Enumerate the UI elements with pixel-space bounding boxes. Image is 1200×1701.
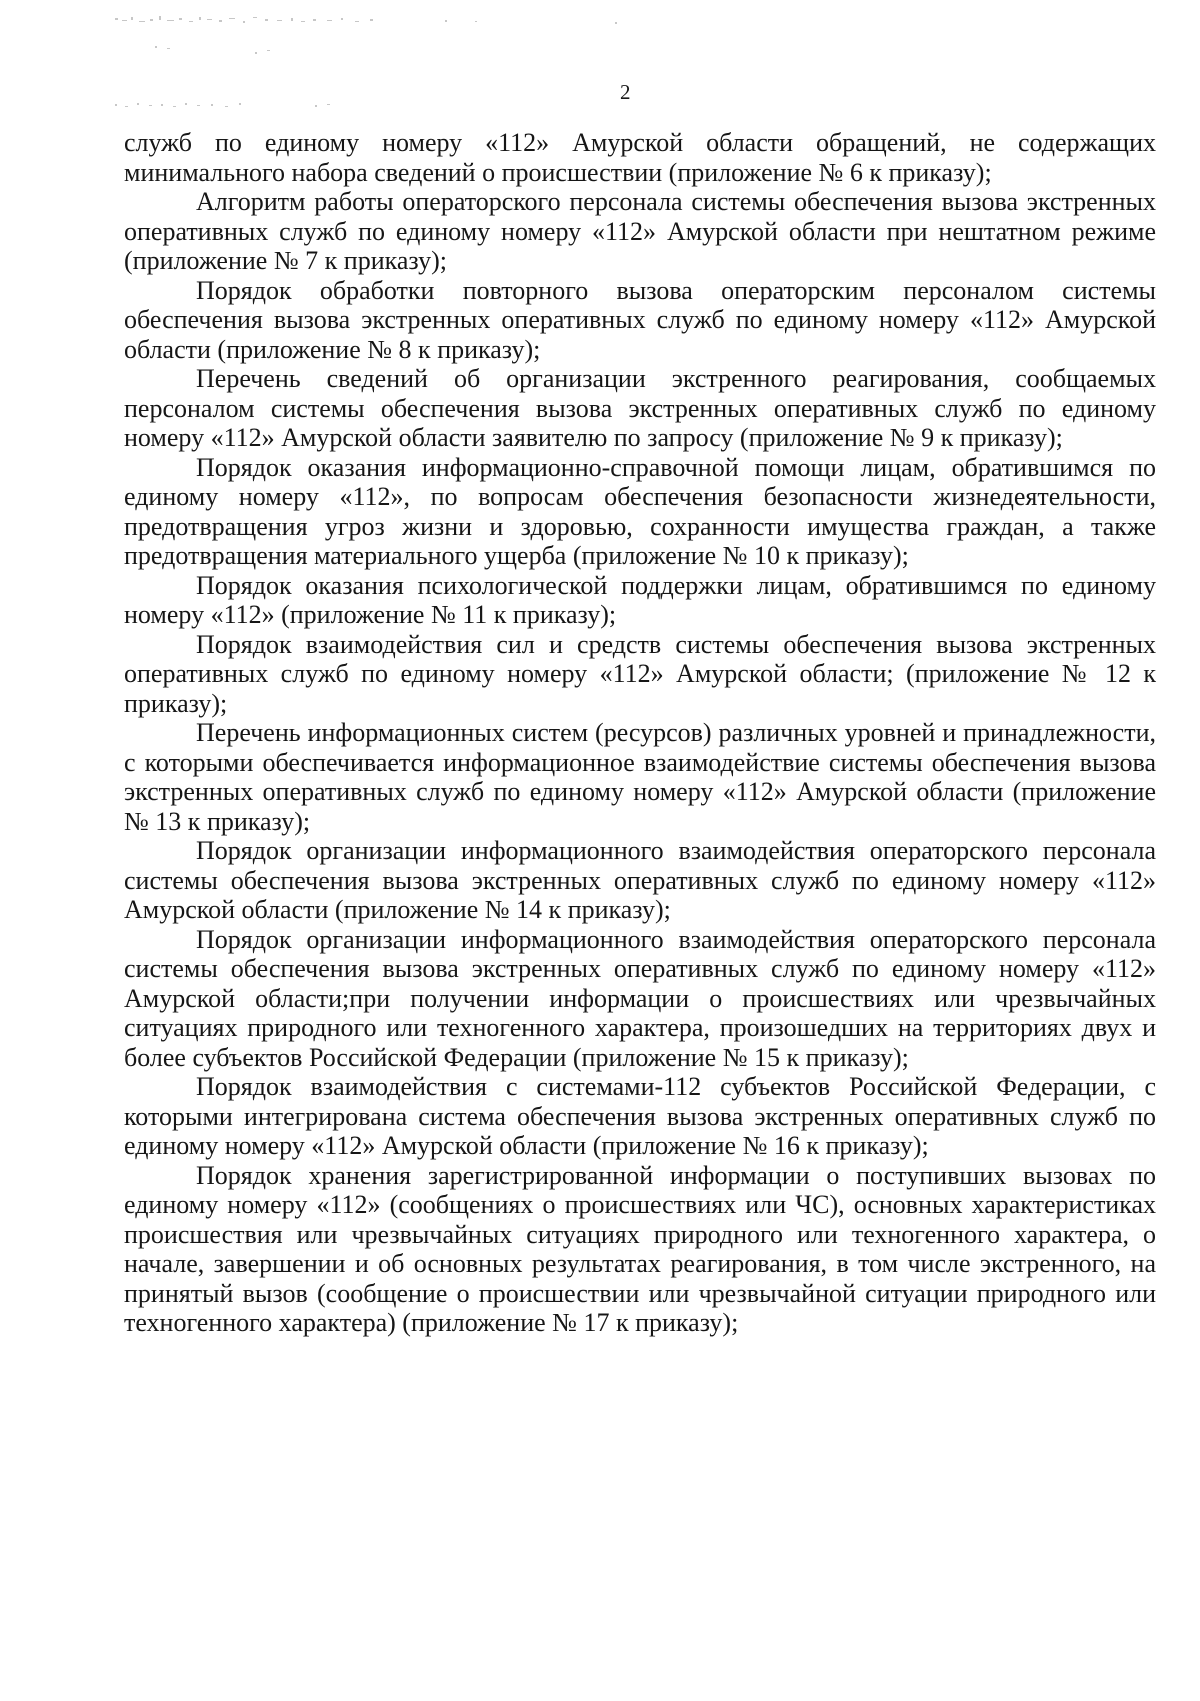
paragraph: Порядок обработки повторного вызова операторским персоналом системы обеспечения вызова экстренных оперативных служб по единому номеру «112» Амурской области (приложение № 8 к приказу); [124,275,1156,364]
paragraph: Порядок взаимодействия сил и средств системы обеспечения вызова экстренных оперативных служб по единому номеру «112» Амурской области; (приложение № 12 к приказу); [124,629,1156,718]
page-number: 2 [620,80,631,104]
paragraph: Перечень сведений об организации экстренного реагирования, сообщаемых персоналом системы обеспечения вызова экстренных оперативных служб по единому номеру «112» Амурской области заявителю по запросу (приложение № 9 к приказу); [124,364,1156,452]
paragraph: Порядок хранения зарегистрированной информации о поступивших вызовах по единому номеру «112» (сообщениях о происшествиях или ЧС), основных характеристиках происшествия или чрезвычайных ситуациях природного или техногенного характера, о начале, завершении и об основных результатах реагирования, в том числе экстренного, на принятый вызов (сообщение о происшествии или чрезвычайной ситуации природного или техногенного характера) (приложение № 17 к приказу); [124,1160,1156,1337]
document-body [124,128,1156,1338]
paragraph: Порядок оказания информационно-справочной помощи лицам, обратившимся по единому номеру «112», по вопросам обеспечения безопасности жизнедеятельности, предотвращения угроз жизни и здоровью, сохранности имущества граждан, а также предотвращения материального ущерба (приложение № 10 к приказу); [124,452,1156,570]
paragraph: служб по единому номеру «112» Амурской области обращений, не содержащих минимального набора сведений о происшествии (приложение № 6 к приказу); [124,128,1156,187]
paragraph: Перечень информационных систем (ресурсов) различных уровней и принадлежности, с которыми обеспечивается информационное взаимодействие системы обеспечения вызова экстренных оперативных служб по единому номеру «112» Амурской области (приложение № 13 к приказу); [124,718,1156,836]
paragraph: Порядок организации информационного взаимодействия операторского персонала системы обеспечения вызова экстренных оперативных служб по единому номеру «112» Амурской области;при получении информации о происшествиях или чрезвычайных ситуациях природного или техногенного характера, произошедших на территориях двух и более субъектов Российской Федерации (приложение № 15 к приказу); [124,924,1156,1072]
paragraph: Порядок организации информационного взаимодействия операторского персонала системы обеспечения вызова экстренных оперативных служб по единому номеру «112» Амурской области (приложение № 14 к приказу); [124,836,1156,924]
paragraph: Порядок оказания психологической поддержки лицам, обратившимся по единому номеру «112» (приложение № 11 к приказу); [124,570,1156,629]
paragraph: Алгоритм работы операторского персонала системы обеспечения вызова экстренных оперативных служб по единому номеру «112» Амурской области при нештатном режиме (приложение № 7 к приказу); [124,187,1156,275]
paragraph: Порядок взаимодействия с системами-112 субъектов Российской Федерации, с которыми интегрирована система обеспечения вызова экстренных оперативных служб по единому номеру «112» Амурской области (приложение № 16 к приказу); [124,1072,1156,1160]
scan-artifacts [115,8,635,118]
